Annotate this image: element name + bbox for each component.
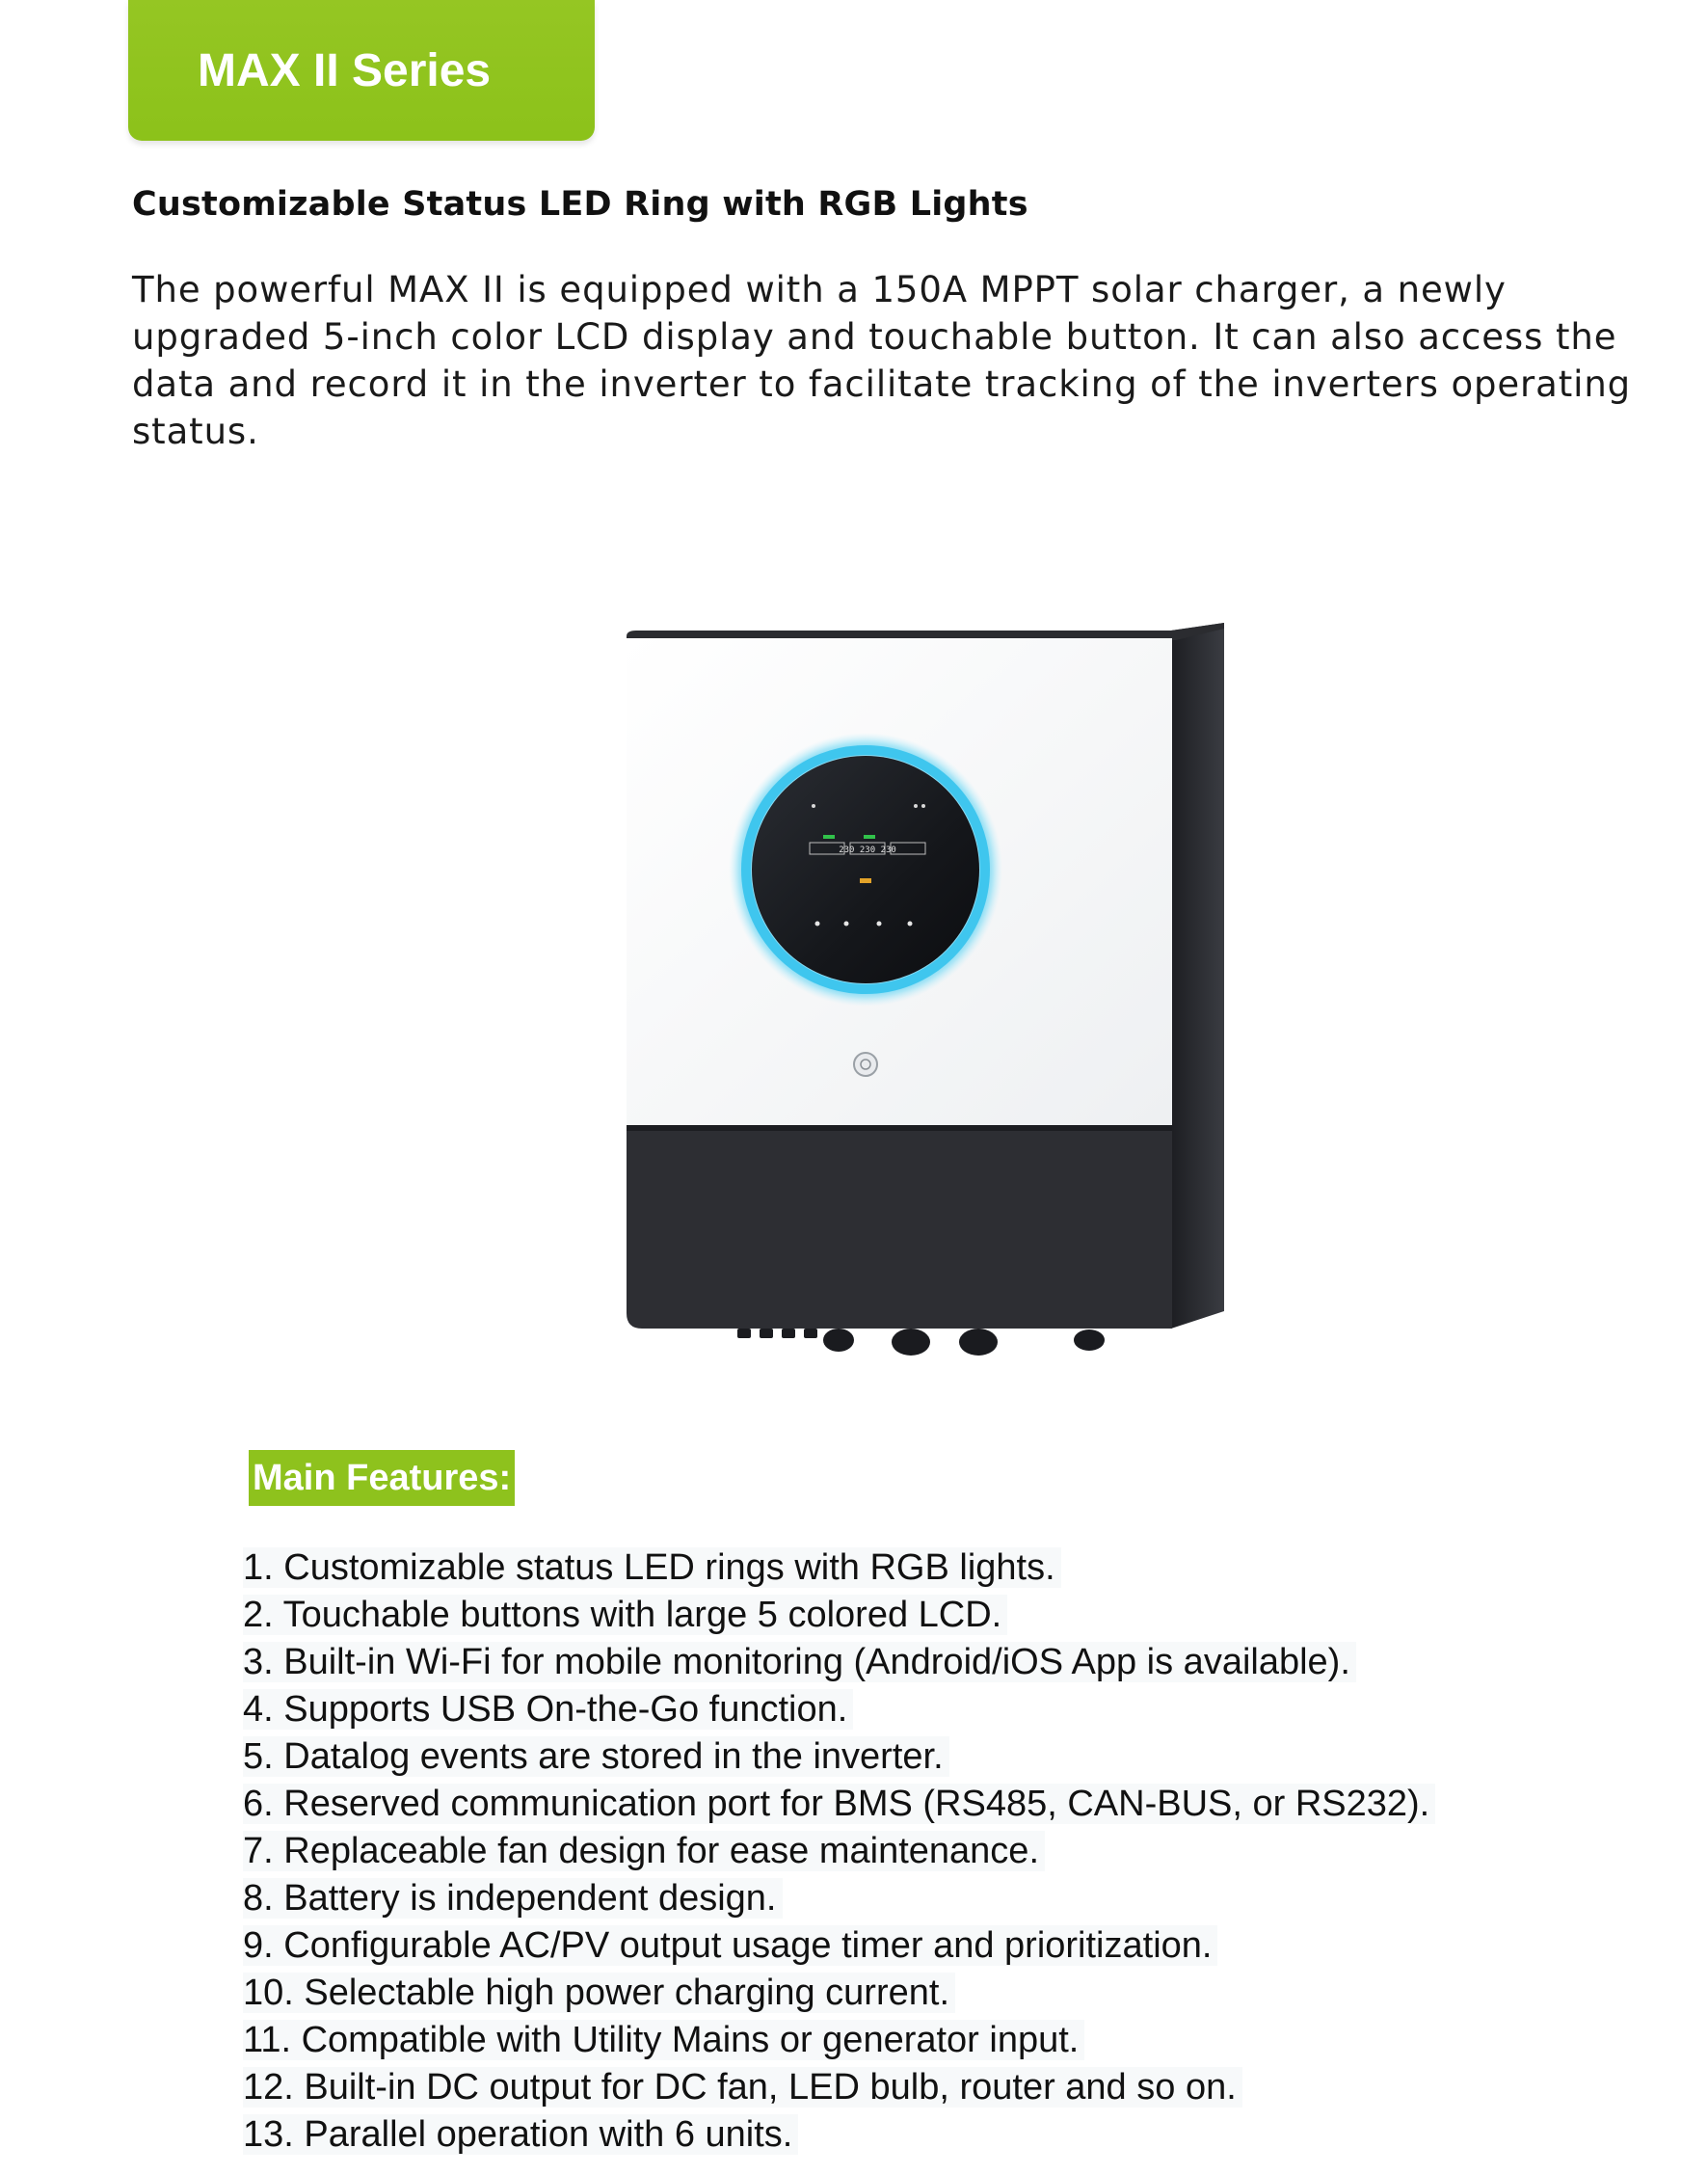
series-title: MAX II Series — [198, 45, 492, 96]
features-list — [243, 1544, 1435, 2159]
feature-item: 9. Configurable AC/PV output usage timer and prioritization. — [243, 1922, 1435, 1970]
inverter-top-frame — [627, 623, 1224, 640]
series-badge — [128, 0, 595, 141]
feature-item: 4. Supports USB On-the-Go function. — [243, 1686, 1435, 1733]
feature-item: 7. Replaceable fan design for ease maintenance. — [243, 1828, 1435, 1875]
feature-item: 1. Customizable status LED rings with RGB lights. — [243, 1544, 1435, 1592]
feature-item: 13. Parallel operation with 6 units. — [243, 2111, 1435, 2159]
power-button-icon — [854, 1053, 877, 1076]
intro-paragraph: The powerful MAX II is equipped with a 150A MPPT solar charger, a newly upgraded 5-inch color LCD display and touchable button. It can also access the data and record it in the inverter to facilitate tracking of the inverters operating status. — [132, 269, 1632, 452]
bottom-connectors — [737, 1329, 1105, 1356]
lcd-value: 230 230 230 — [839, 846, 896, 855]
feature-item: 10. Selectable high power charging current. — [243, 1970, 1435, 2017]
feature-item: 2. Touchable buttons with large 5 colored LCD. — [243, 1592, 1435, 1639]
feature-item: 3. Built-in Wi-Fi for mobile monitoring (Android/iOS App is available). — [243, 1639, 1435, 1686]
inverter-base — [627, 1125, 1172, 1329]
inverter-side — [1171, 623, 1224, 1329]
inverter-product-image — [607, 617, 1243, 1369]
feature-item: 8. Battery is independent design. — [243, 1875, 1435, 1922]
lcd-screen — [752, 756, 979, 983]
section-heading: Customizable Status LED Ring with RGB Lights — [132, 185, 1028, 224]
feature-item: 6. Reserved communication port for BMS (RS485, CAN-BUS, or RS232). — [243, 1781, 1435, 1828]
main-features-label: Main Features: — [249, 1450, 515, 1506]
feature-item: 12. Built-in DC output for DC fan, LED bulb, router and so on. — [243, 2064, 1435, 2111]
feature-item: 5. Datalog events are stored in the inverter. — [243, 1733, 1435, 1781]
feature-item: 11. Compatible with Utility Mains or generator input. — [243, 2017, 1435, 2064]
